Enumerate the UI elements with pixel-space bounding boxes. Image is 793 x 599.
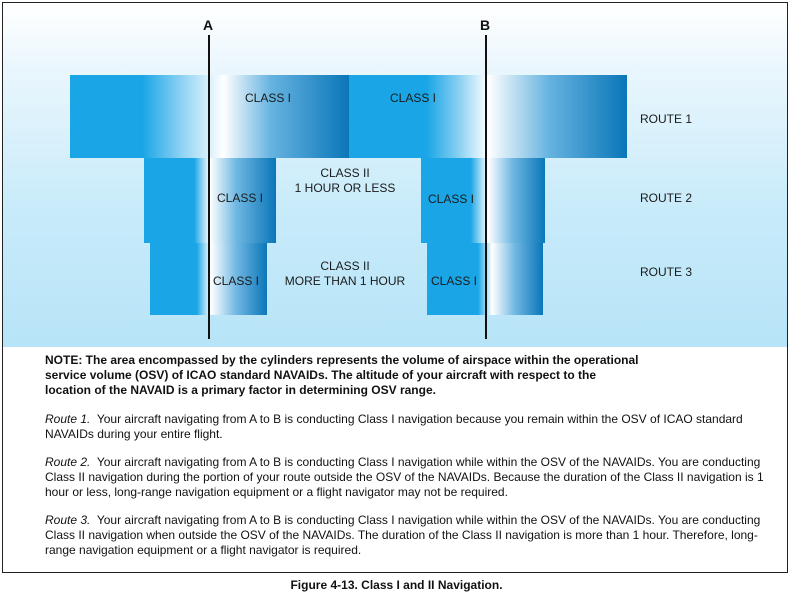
route3-paragraph: [45, 513, 765, 558]
route1-class-label-2: CLASS I: [390, 91, 437, 105]
point-b-label: B: [480, 17, 491, 33]
route3-middle-line-2: MORE THAN 1 HOUR: [284, 274, 406, 288]
line-a: [208, 35, 210, 339]
route2-body: Your aircraft navigating from A to B is conducting Class I navigation while within the OSV of the NAVAIDs. You are conducting Class II navigation during the portion of your route outside the OSV of the NAVAIDs. Because the duration of the Class II navigation is 1 hour or less, long-range navigation equipment or a flight navigator may not be required.: [45, 455, 764, 499]
route3-body: Your aircraft navigating from A to B is conducting Class I navigation while within the OSV of the NAVAIDs. You are conducting Class II navigation when outside the OSV of the NAVAIDs. The duration of the Class II navigation is more than 1 hour. Therefore, long-range navigation equipment or a flight navigator is required.: [45, 513, 761, 557]
route1-paragraph: [45, 412, 765, 442]
route3-tag: Route 3.: [45, 513, 91, 527]
route1-right-cylinder: [349, 75, 627, 158]
route1-body: Your aircraft navigating from A to B is conducting Class I navigation because you remain within the OSV of ICAO standard NAVAIDs during your entire flight.: [45, 412, 743, 441]
route2-tag: Route 2.: [45, 455, 91, 469]
route2-name: ROUTE 2: [640, 191, 693, 205]
point-a-label: A: [203, 17, 214, 33]
line-b: [485, 35, 487, 339]
explanation-text: [45, 353, 765, 571]
note-text: NOTE: The area encompassed by the cylinders represents the volume of airspace within the operational service volume (OSV) of ICAO standard NAVAIDs. The altitude of your aircraft with respect to the location of the NAVAID is a primary factor in determining OSV range.: [45, 353, 639, 397]
route3-class-label-1: CLASS I: [213, 274, 260, 288]
route2-paragraph: [45, 455, 765, 500]
figure-caption: Figure 4-13. Class I and II Navigation.: [290, 578, 503, 592]
route3-class-label-2: CLASS I: [431, 274, 478, 288]
route2-middle-line-1: CLASS II: [320, 166, 370, 180]
route2-middle-line-2: 1 HOUR OR LESS: [294, 181, 396, 195]
route1-class-label-1: CLASS I: [245, 91, 292, 105]
route1-tag: Route 1.: [45, 412, 91, 426]
route1-name: ROUTE 1: [640, 112, 693, 126]
route2-class-label-2: CLASS I: [428, 192, 475, 206]
figure-frame: [2, 2, 788, 573]
route2-class-label-1: CLASS I: [217, 191, 264, 205]
sky-background: [3, 3, 787, 347]
route3-middle-line-1: CLASS II: [320, 259, 370, 273]
route3-name: ROUTE 3: [640, 265, 693, 279]
